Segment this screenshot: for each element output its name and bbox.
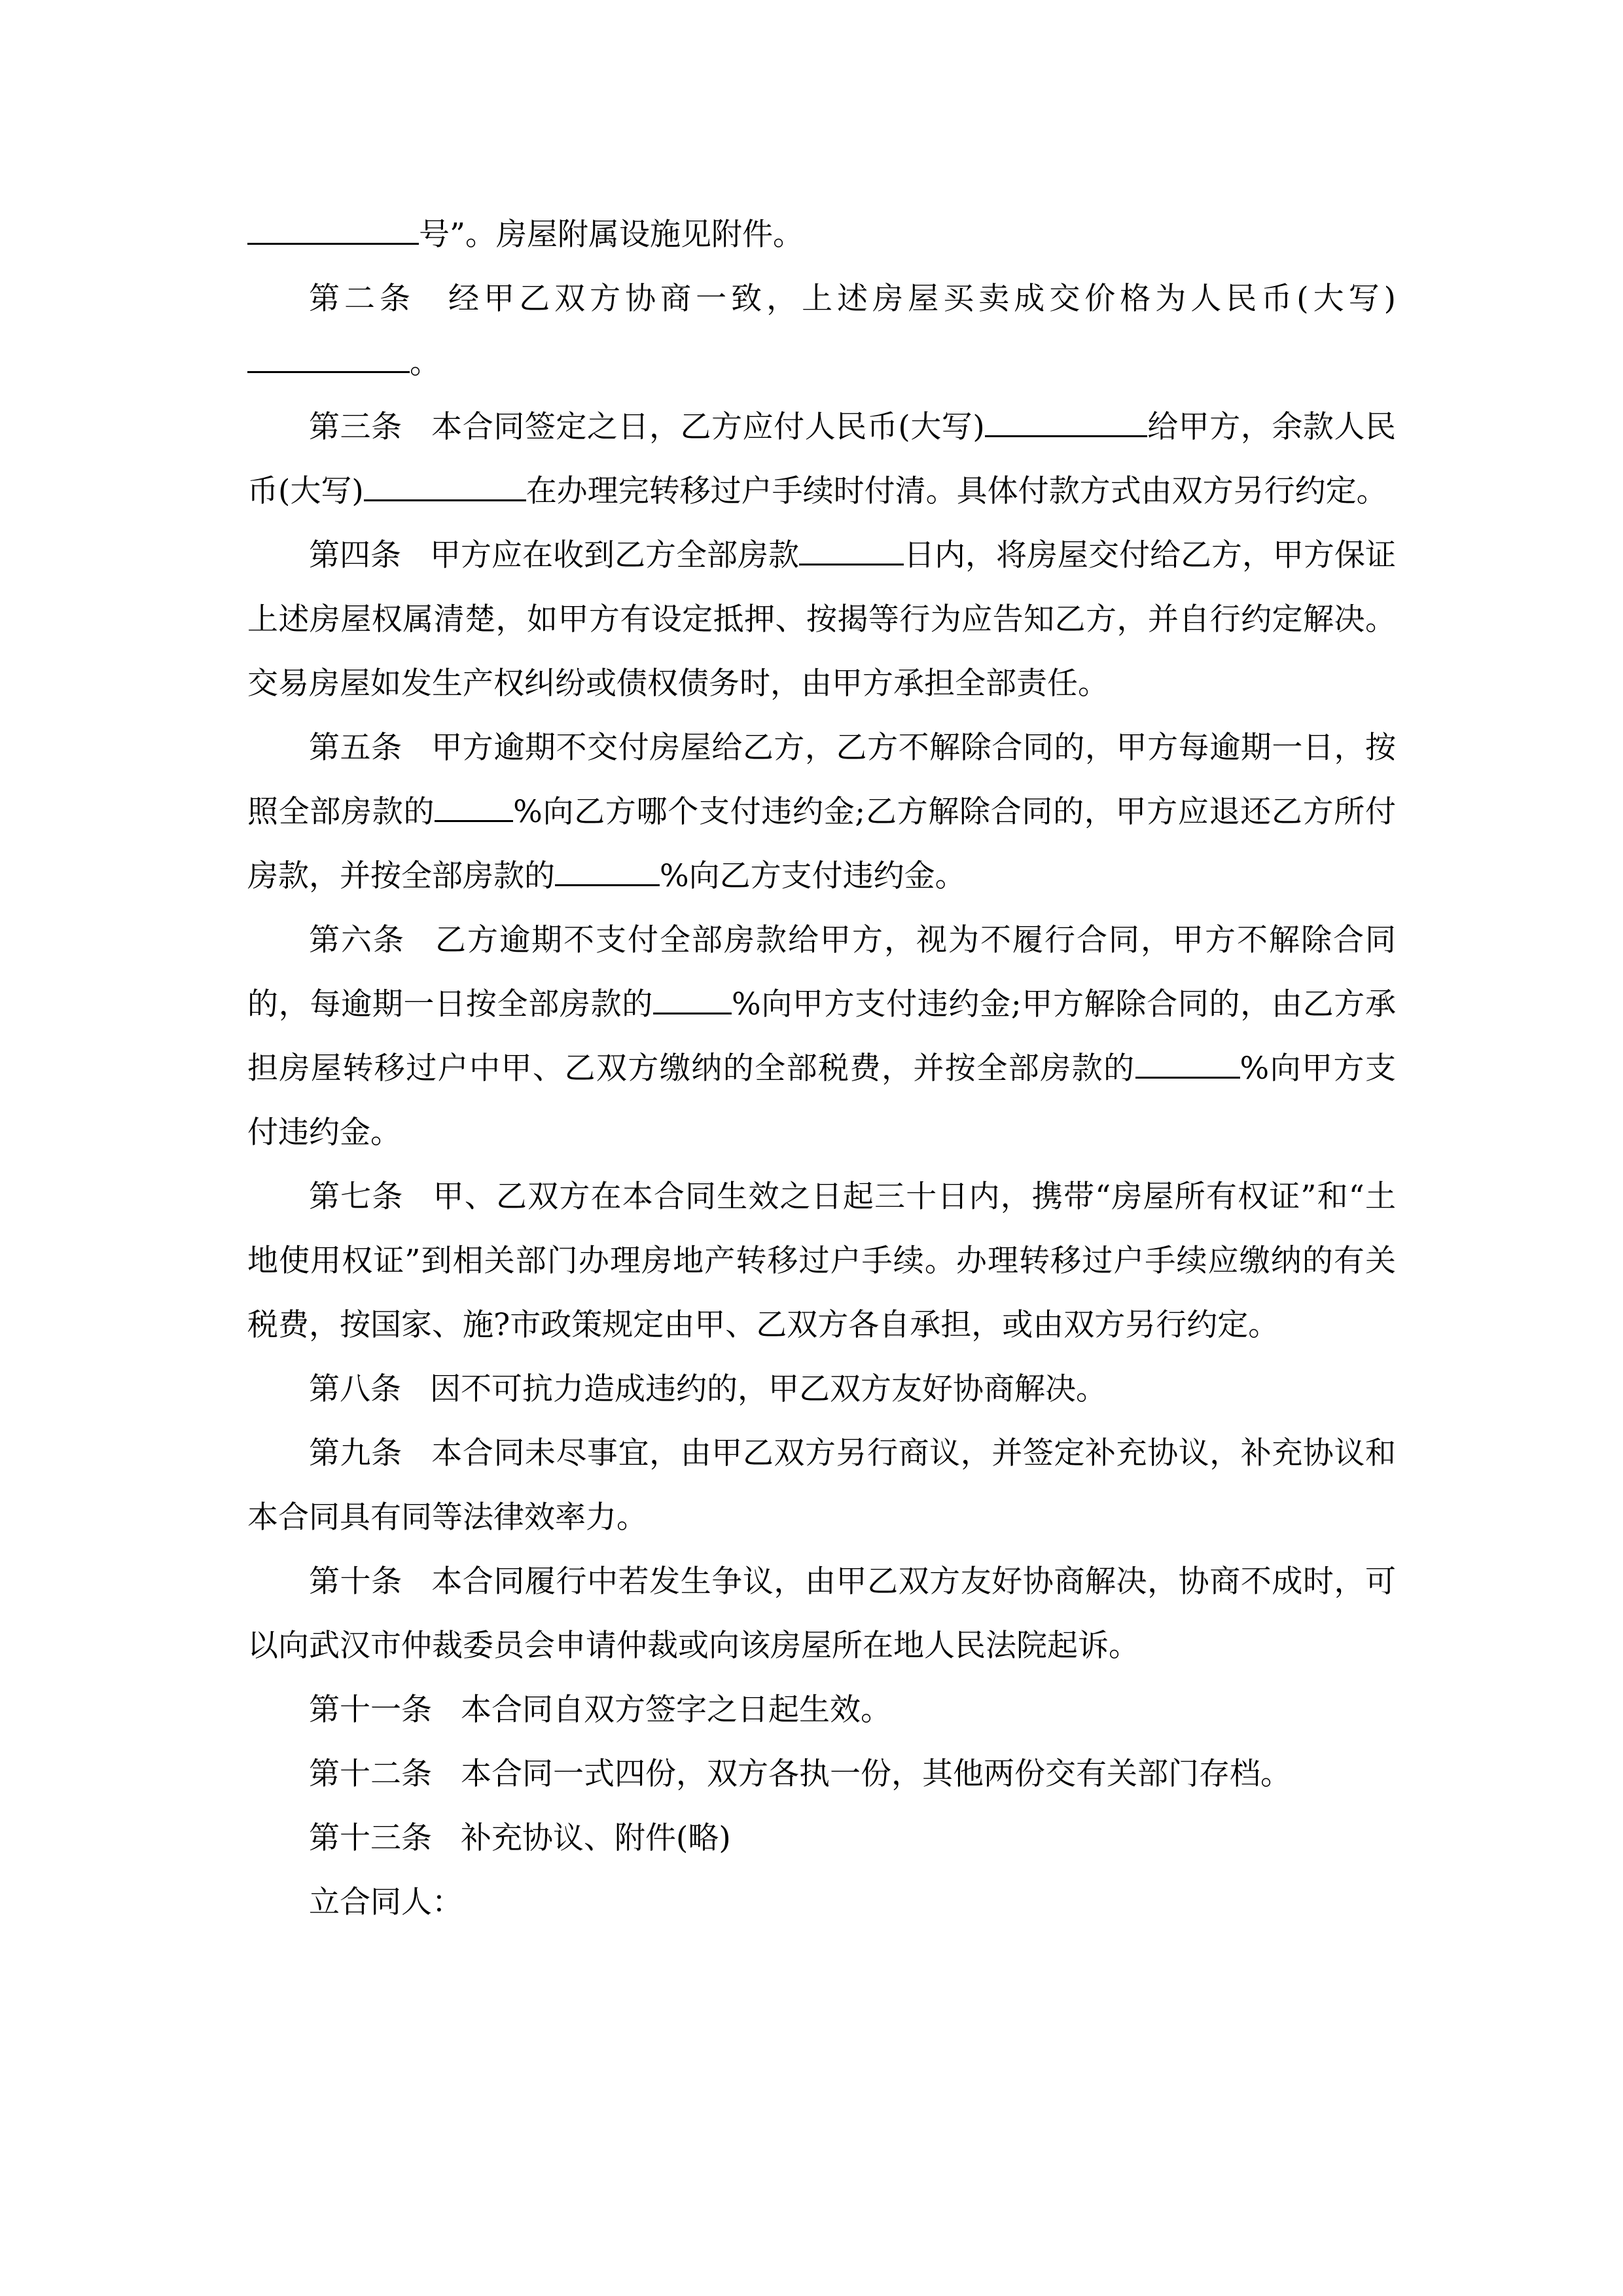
blank-line xyxy=(1135,1050,1240,1079)
clause-8 xyxy=(247,1357,1396,1422)
clause-text: 补充协议、附件(略) xyxy=(461,1820,731,1856)
clause-6 xyxy=(247,908,1396,1165)
clause-text: 。 xyxy=(410,345,440,381)
blank-line xyxy=(653,986,732,1014)
clause-text: 本合同一式四份，双方各执一份，其他两份交有关部门存档。 xyxy=(461,1756,1291,1792)
clause-number: 第十三条 xyxy=(309,1820,432,1856)
clause-12 xyxy=(247,1742,1396,1806)
clause-text: 甲方逾期不交付房屋给乙方，乙方不解除合同的，甲方每逾期一日，按照全部房款的 xyxy=(247,730,1397,830)
clause-text: 甲、乙双方在本合同生效之日起三十日内，携带“房屋所有权证”和“土地使用权证”到相关部门办理房地产转移过户手续。办理转移过户手续应缴纳的有关税费，按国家、施?市政策规定由甲、乙双方各自承担，或由双方另行约定。 xyxy=(247,1179,1396,1343)
clause-text: 经甲乙双方协商一致，上述房屋买卖成交价格为人民币(大写) xyxy=(444,281,1397,317)
clause-text: 乙方逾期不支付全部房款给甲方，视为不履行合同，甲方不解除合同的，每逾期一日按全部房款的 xyxy=(247,922,1396,1022)
blank-line xyxy=(435,794,513,822)
blank-line xyxy=(985,409,1147,437)
clause-text: %向甲方支付违约金;甲方解除合同的，由乙方承担房屋转移过户中甲、乙双方缴纳的全部税费，并按全部房款的 xyxy=(247,986,1396,1086)
clause-text: 本合同履行中若发生争议，由甲乙双方友好协商解决，协商不成时，可以向武汉市仲裁委员会申请仲裁或向该房屋所在地人民法院起诉。 xyxy=(247,1564,1397,1664)
contract-body xyxy=(247,203,1396,1935)
clause-4 xyxy=(247,524,1396,716)
clause-text: 因不可抗力造成违约的，甲乙双方友好协商解决。 xyxy=(430,1371,1107,1407)
clause-2 xyxy=(247,267,1396,395)
clause-7 xyxy=(247,1165,1396,1357)
clause-text: 在办理完转移过户手续时付清。具体付款方式由双方另行约定。 xyxy=(526,473,1387,509)
clause-11 xyxy=(247,1678,1396,1742)
blank-line xyxy=(799,537,904,565)
clause-text: 本合同签定之日，乙方应付人民币(大写) xyxy=(431,409,985,445)
clause-text: 给甲方，余款人民币(大写) xyxy=(247,409,1397,509)
blank-line xyxy=(364,473,526,501)
clause-number: 第二条 xyxy=(309,281,416,317)
clause-text: 甲方应在收到乙方全部房款 xyxy=(430,537,799,573)
clause-number: 第八条 xyxy=(309,1371,401,1407)
clause-text: %向甲方支付违约金。 xyxy=(247,1050,1396,1151)
clause-9 xyxy=(247,1422,1396,1550)
signatory-text: 立合同人： xyxy=(309,1884,463,1920)
clause-number: 第五条 xyxy=(309,730,402,766)
clause-text: 本合同未尽事宜，由甲乙双方另行商议，并签定补充协议，补充协议和本合同具有同等法律效率力。 xyxy=(247,1435,1397,1535)
clause-continuation xyxy=(247,203,1396,267)
clause-number: 第十条 xyxy=(309,1564,402,1600)
clause-number: 第九条 xyxy=(309,1435,402,1471)
clause-number: 第七条 xyxy=(309,1179,404,1215)
clause-number: 第十一条 xyxy=(309,1692,432,1728)
clause-text: 号”。房屋附属设施见附件。 xyxy=(419,217,804,253)
clause-10 xyxy=(247,1550,1396,1678)
clause-number: 第六条 xyxy=(309,922,405,958)
clause-13 xyxy=(247,1806,1396,1871)
clause-text: 本合同自双方签字之日起生效。 xyxy=(461,1692,891,1728)
blank-line xyxy=(247,217,419,245)
clause-number: 第三条 xyxy=(309,409,402,445)
clause-text: %向乙方哪个支付违约金;乙方解除合同的，甲方应退还乙方所付房款，并按全部房款的 xyxy=(247,794,1397,894)
clause-text: %向乙方支付违约金。 xyxy=(660,858,966,894)
signatory-label xyxy=(247,1871,1396,1935)
clause-number: 第十二条 xyxy=(309,1756,432,1792)
clause-3 xyxy=(247,395,1396,524)
blank-line xyxy=(247,345,410,373)
clause-text: 日内，将房屋交付给乙方，甲方保证上述房屋权属清楚，如甲方有设定抵押、按揭等行为应告知乙方，并自行约定解决。交易房屋如发生产权纠纷或债权债务时，由甲方承担全部责任。 xyxy=(247,537,1396,702)
blank-line xyxy=(555,858,660,886)
clause-number: 第四条 xyxy=(309,537,401,573)
clause-5 xyxy=(247,716,1396,908)
